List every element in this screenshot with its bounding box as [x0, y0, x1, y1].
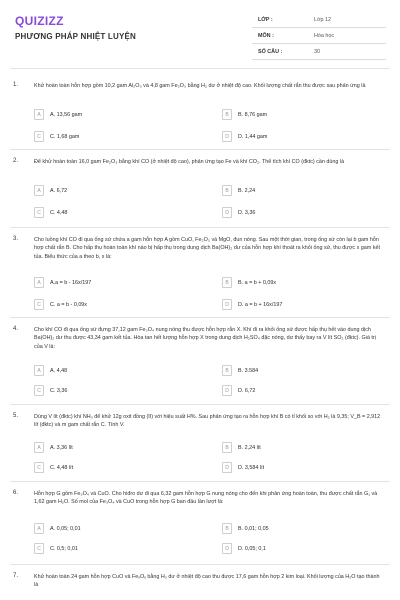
option-c[interactable]: [34, 298, 87, 311]
option-text: B. 0,01; 0,05: [238, 525, 269, 532]
option-letter-box: C: [34, 543, 44, 554]
option-a[interactable]: [34, 184, 67, 197]
option-letter-box: B: [222, 365, 232, 376]
option-b[interactable]: [222, 276, 276, 289]
meta-value: Lớp 12: [314, 16, 332, 23]
quizizz-logo: QUIZIZZ: [15, 14, 64, 28]
question-number: 1.: [13, 82, 19, 88]
question-divider: [10, 227, 390, 228]
option-text: D. 3,584 lít: [238, 464, 265, 471]
option-a[interactable]: [34, 441, 73, 454]
question-text: Cho luồng khí CO đi qua ống sứ chứa a gam hỗn hợp A gồm CuO, Fe₂O₃ và MgO, đun nóng. Sau một thời gian, trong ống sứ còn lại b gam hỗn hợp chất rắn B. Cho hấp thụ hoàn toàn khí nào bị hấp thụ trong dung dịch Ba(OH)₂ dư của hỗn hợp khí thoát ra khỏi ống sứ, thu được x gam kết tủa. Biểu thức của a theo b, x là:: [34, 237, 380, 260]
meta-key: SỐ CÂU :: [258, 48, 283, 55]
option-letter-box: C: [34, 131, 44, 142]
option-c[interactable]: [34, 542, 78, 555]
meta-row-subject: [252, 28, 386, 44]
question-text: Dùng V lít (đktc) khí NH₃ để khử 12g oxit đồng (II) với hiệu suất H%. Sau phản ứng tạo ra hỗn hợp khí B có tỉ khối so với H₂ là 9,35; V_B = 2,912 lít (đktc) và m gam chất rắn C. Tính V.: [34, 414, 381, 429]
option-d[interactable]: [222, 461, 264, 474]
option-text: C. 3,36: [50, 387, 68, 394]
option-letter-box: D: [222, 207, 232, 218]
option-a[interactable]: [34, 522, 81, 535]
option-text: C. 4,48 lít: [50, 464, 74, 471]
meta-row-count: [252, 44, 386, 60]
option-text: A. 3,36 lít: [50, 444, 73, 451]
option-a[interactable]: [34, 108, 82, 121]
option-c[interactable]: [34, 206, 67, 219]
option-letter-box: A: [34, 523, 44, 534]
option-text: A. 0,05; 0,01: [50, 525, 81, 532]
option-b[interactable]: [222, 364, 258, 377]
option-b[interactable]: [222, 108, 267, 121]
option-d[interactable]: [222, 384, 255, 397]
option-letter-box: C: [34, 385, 44, 396]
question-text: Để khử hoàn toàn 16,0 gam Fe₂O₃ bằng khí CO (ở nhiệt độ cao), phản ứng tạo Fe và khí CO₂. Thể tích khí CO (đktc) cần dùng là: [34, 159, 345, 165]
option-d[interactable]: [222, 298, 282, 311]
question-text: Cho khí CO đi qua ống sứ đựng 37,12 gam Fe₃O₄ nung nóng thu được hỗn hợp rắn X. Khí đi ra khỏi ống sứ được hấp thụ hết vào dung dịch Ba(OH)₂ dư thu được 43,34 gam kết tủa. Hòa tan hết lượng hỗn hợp X trong dung dịch H₂SO₄ đặc nóng, dư thấy bay ra V lít SO₂ (đktc). Giá trị của V là:: [34, 327, 376, 350]
option-text: B. 2,24 lít: [238, 444, 261, 451]
question-number: 3.: [13, 236, 19, 242]
option-letter-box: B: [222, 185, 232, 196]
option-letter-box: C: [34, 299, 44, 310]
option-letter-box: C: [34, 462, 44, 473]
question-number: 7.: [13, 573, 19, 579]
option-text: D. 1,44 gam: [238, 133, 268, 140]
option-text: B. a = b + 0,09x: [238, 279, 277, 286]
option-text: A. 13,56 gam: [50, 111, 83, 118]
option-b[interactable]: [222, 522, 269, 535]
option-text: C. 4,48: [50, 209, 68, 216]
question-divider: [10, 564, 390, 565]
question-divider: [10, 149, 390, 150]
option-text: A. 4,48: [50, 367, 68, 374]
question-text: Khử hoàn toàn 24 gam hỗn hợp CuO và FeₓOᵧ bằng H₂ dư ở nhiệt độ cao thu được 17,6 gam hỗn hợp 2 kim loại. Khối lượng của H₂O tạo thành là: [34, 574, 380, 589]
option-text: D. 3,36: [238, 209, 256, 216]
option-letter-box: C: [34, 207, 44, 218]
option-text: C. 0,5; 0,01: [50, 545, 78, 552]
meta-table: [252, 12, 386, 60]
option-a[interactable]: [34, 364, 67, 377]
option-letter-box: A: [34, 442, 44, 453]
option-letter-box: B: [222, 277, 232, 288]
question-divider: [10, 404, 390, 405]
option-text: C. a = b - 0,09x: [50, 301, 88, 308]
question-number: 5.: [13, 413, 19, 419]
option-text: A. 6,72: [50, 187, 68, 194]
option-letter-box: A: [34, 185, 44, 196]
option-letter-box: B: [222, 442, 232, 453]
option-letter-box: D: [222, 543, 232, 554]
option-text: D. 0,05; 0,1: [238, 545, 266, 552]
question-number: 6.: [13, 490, 19, 496]
option-d[interactable]: [222, 130, 267, 143]
option-a[interactable]: [34, 276, 91, 289]
option-letter-box: A: [34, 365, 44, 376]
meta-row-grade: [252, 12, 386, 28]
option-text: B. 3.584: [238, 367, 259, 374]
meta-key: MÔN :: [258, 32, 274, 39]
page-header: [0, 0, 400, 68]
question-divider: [10, 317, 390, 318]
option-d[interactable]: [222, 542, 266, 555]
option-d[interactable]: [222, 206, 255, 219]
option-c[interactable]: [34, 461, 73, 474]
option-text: D. a = b + 16x/197: [238, 301, 283, 308]
option-letter-box: A: [34, 277, 44, 288]
option-b[interactable]: [222, 184, 255, 197]
option-text: D. 6,72: [238, 387, 256, 394]
option-letter-box: B: [222, 109, 232, 120]
meta-key: LỚP :: [258, 16, 273, 23]
question-number: 2.: [13, 158, 19, 164]
option-letter-box: B: [222, 523, 232, 534]
option-c[interactable]: [34, 130, 79, 143]
header-divider: [10, 68, 390, 69]
option-c[interactable]: [34, 384, 67, 397]
document-title: PHƯƠNG PHÁP NHIỆT LUYỆN: [15, 32, 137, 41]
option-text: A.a = b - 16x/197: [50, 279, 92, 286]
question-divider: [10, 481, 390, 482]
option-letter-box: D: [222, 299, 232, 310]
option-letter-box: D: [222, 131, 232, 142]
option-letter-box: D: [222, 385, 232, 396]
option-text: B. 2,24: [238, 187, 256, 194]
option-letter-box: A: [34, 109, 44, 120]
meta-value: 30: [314, 48, 320, 55]
question-text: Khử hoàn toàn hỗn hợp gồm 10,2 gam Al₂O₃ và 4,8 gam Fe₂O₃ bằng H₂ dư ở nhiệt độ cao. Khối lượng chất rắn thu được sau phản ứng là: [34, 83, 366, 89]
question-number: 4.: [13, 326, 19, 332]
option-letter-box: D: [222, 462, 232, 473]
option-b[interactable]: [222, 441, 261, 454]
question-text: Hỗn hợp G gồm Fe₃O₄ và CuO. Cho hiđro dư đi qua 6,32 gam hỗn hợp G nung nóng cho đến khi phản ứng hoàn toàn, thu được chất rắn G₁ và 1,62 gam H₂O. Số mol của Fe₃O₄ và CuO trong hỗn hợp G ban đầu lần lượt là:: [34, 491, 378, 506]
meta-value: Hóa học: [314, 32, 335, 39]
option-text: C. 1,68 gam: [50, 133, 80, 140]
option-text: B. 8,76 gam: [238, 111, 268, 118]
